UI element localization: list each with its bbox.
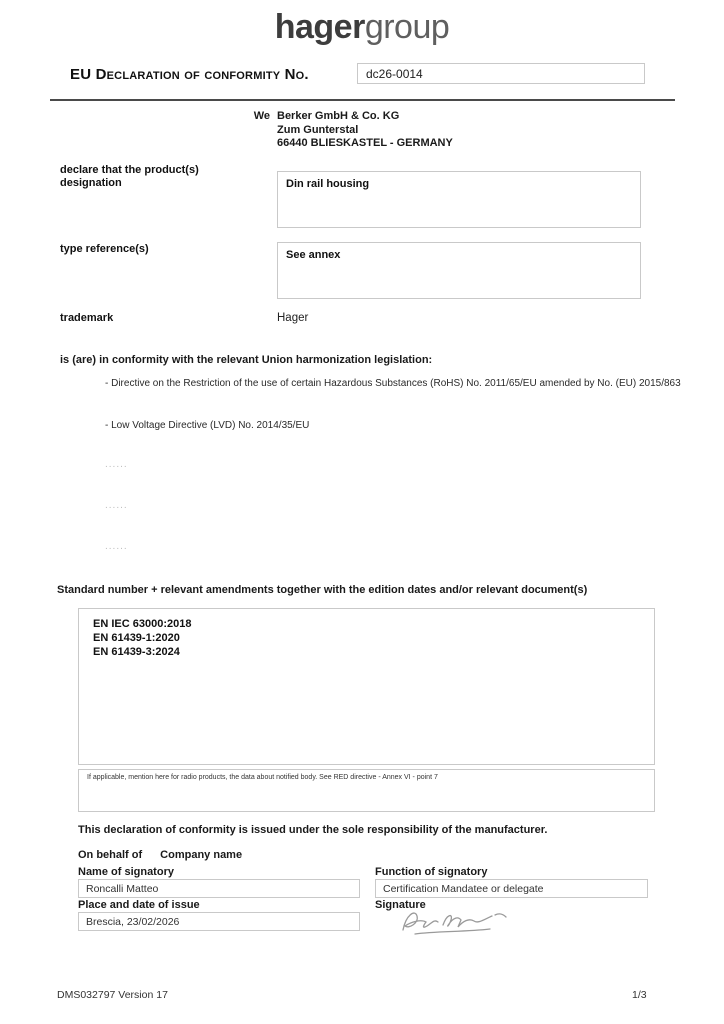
place-date-field[interactable]: Brescia, 23/02/2026: [78, 912, 360, 931]
company-name-label: Company name: [160, 849, 243, 861]
declarant-city: 66440 BLIESKASTEL - GERMANY: [277, 137, 453, 149]
declarant-address: [277, 110, 453, 151]
trademark-value: Hager: [277, 312, 309, 324]
standards-heading: Standard number + relevant amendments together with the edition dates and/or relevant document(s): [57, 584, 588, 596]
responsibility-statement: This declaration of conformity is issued under the sole responsibility of the manufacturer.: [78, 824, 548, 836]
directive-lvd: - Low Voltage Directive (LVD) No. 2014/35/EU: [105, 420, 310, 431]
radio-notified-body-field[interactable]: If applicable, mention here for radio products, the data about notified body. See RED directive - Annex VI - point 7: [78, 769, 655, 812]
on-behalf-label: On behalf of: [78, 849, 143, 861]
signatory-function-label: Function of signatory: [375, 866, 488, 878]
document-reference: DMS032797 Version 17: [57, 989, 168, 1001]
conformity-heading: is (are) in conformity with the relevant Union harmonization legislation:: [60, 354, 433, 366]
handwritten-signature-image: [395, 903, 515, 943]
we-label: We: [253, 110, 270, 122]
type-reference-label: type reference(s): [60, 243, 149, 255]
standard-item: EN IEC 63000:2018: [93, 618, 192, 630]
directive-placeholder: ......: [105, 459, 128, 470]
directive-placeholder: ......: [105, 541, 128, 552]
trademark-label: trademark: [60, 312, 114, 324]
page-number: 1/3: [632, 989, 647, 1001]
declaration-number-field[interactable]: dc26-0014: [357, 63, 645, 84]
page-title: EU Declaration of conformity No.: [70, 66, 309, 83]
declarant-street: Zum Gunterstal: [277, 123, 359, 136]
declarant-company: Berker GmbH & Co. KG: [277, 110, 400, 122]
place-date-label: Place and date of issue: [78, 899, 200, 911]
hagergroup-logo: [0, 8, 724, 47]
standard-item: EN 61439-1:2020: [93, 632, 180, 644]
signatory-name-label: Name of signatory: [78, 866, 174, 878]
product-designation-field[interactable]: Din rail housing: [277, 171, 641, 228]
product-designation-label: declare that the product(s) designation: [60, 164, 199, 189]
standard-item: EN 61439-3:2024: [93, 646, 180, 658]
directive-rohs: - Directive on the Restriction of the use of certain Hazardous Substances (RoHS) No. 2011/65/EU amended by No. (EU) 2015/863: [105, 378, 681, 389]
on-behalf-row: [78, 849, 242, 861]
signatory-function-field[interactable]: Certification Mandatee or delegate: [375, 879, 648, 898]
signatory-name-field[interactable]: Roncalli Matteo: [78, 879, 360, 898]
signature-label: Signature: [375, 899, 426, 911]
type-reference-field[interactable]: See annex: [277, 242, 641, 299]
header-divider: [50, 99, 675, 101]
directive-placeholder: ......: [105, 500, 128, 511]
logo-text-bold: hager: [274, 8, 365, 46]
standards-field[interactable]: [78, 608, 655, 765]
logo-text-light: group: [364, 8, 450, 46]
